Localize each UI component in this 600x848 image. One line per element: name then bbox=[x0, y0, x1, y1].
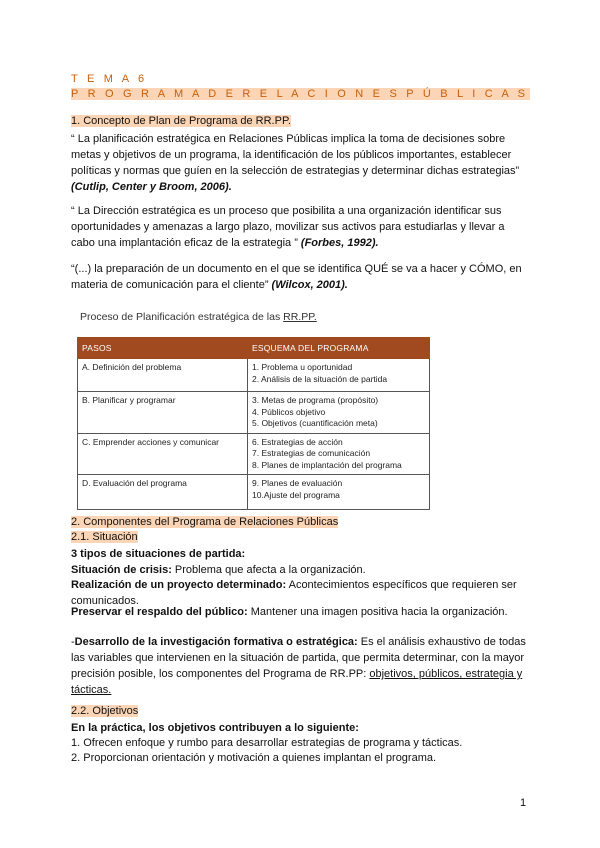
paso-cell: D. Evaluación del programa bbox=[78, 475, 248, 510]
esquema-item: 10.Ajuste del programa bbox=[252, 489, 340, 500]
esquema-cell bbox=[248, 433, 430, 475]
esquema-cell bbox=[248, 359, 430, 392]
column-header-esquema: ESQUEMA DEL PROGRAMA bbox=[248, 338, 430, 359]
esquema-cell bbox=[248, 392, 430, 434]
esquema-item: 3. Metas de programa (propósito) bbox=[252, 395, 379, 405]
proyecto-text: Acontecimientos específicos que requieren ser comunicados. bbox=[71, 579, 517, 607]
table-header-row bbox=[78, 338, 430, 359]
document-title: P R O G R A M A D E R E L A C I O N E S P Ú B L I C A S bbox=[71, 88, 529, 100]
objetivo-item: 1. Ofrecen enfoque y rumbo para desarrollar estrategias de programa y tácticas. bbox=[71, 737, 463, 749]
objetivo-item: 2. Proporcionan orientación y motivación a quienes implantan el programa. bbox=[71, 752, 437, 764]
esquema-item: 9. Planes de evaluación bbox=[252, 478, 343, 488]
quote-forbes-citation: (Forbes, 1992). bbox=[300, 237, 379, 249]
figure-title-underlined: RR.PP. bbox=[283, 311, 317, 323]
subsection-situacion: 2.1. Situación bbox=[71, 531, 138, 543]
page-number: 1 bbox=[520, 797, 527, 809]
paso-cell: A. Definición del problema bbox=[78, 359, 248, 392]
column-header-pasos: PASOS bbox=[78, 338, 248, 359]
crisis-label: Situación de crisis: bbox=[71, 564, 172, 576]
proyecto-label: Realización de un proyecto determinado: bbox=[71, 579, 287, 591]
esquema-item: 7. Estrategias de comunicación bbox=[252, 448, 371, 458]
quote-wilcox bbox=[71, 261, 529, 293]
quote-cutlip-text: “ La planificación estratégica en Relaciones Públicas implica la toma de decisiones sobre metas y objetivos de un programa, la identificación de los públicos importantes, establecer políticas y normas que guíen en la selección de estrategias y determinar dichas estrategias” bbox=[71, 133, 520, 177]
esquema-item: 5. Objetivos (cuantificación meta) bbox=[252, 418, 378, 428]
quote-forbes-text: “ La Dirección estratégica es un proceso que posibilita a una organización identificar sus oportunidades y amenazas a largo plazo, movilizar sus activos para estudiarlas y llevar a cabo una implantación eficaz de la estrategia ” bbox=[71, 205, 505, 249]
respaldo-text: Mantener una imagen positiva hacia la organización. bbox=[247, 606, 508, 618]
situacion-crisis bbox=[71, 562, 529, 578]
investigacion-paragraph bbox=[71, 634, 529, 698]
investigacion-label: Desarrollo de la investigación formativa o estratégica: bbox=[74, 636, 358, 648]
subsection-objetivos: 2.2. Objetivos bbox=[71, 705, 139, 717]
investigacion-text: Es el análisis exhaustivo de todas las variables que intervienen en la situación de partida, que permita determinar, con la mayor precisión posible, los componentes del Programa de RR.PP: bbox=[71, 636, 526, 680]
table-row bbox=[78, 475, 430, 510]
esquema-item: 6. Estrategias de acción bbox=[252, 436, 343, 447]
paso-cell: C. Emprender acciones y comunicar bbox=[78, 433, 248, 475]
investigacion-dash: - bbox=[71, 636, 75, 648]
table-row bbox=[78, 433, 430, 475]
quote-wilcox-citation: (Wilcox, 2001). bbox=[271, 279, 348, 291]
investigacion-components: objetivos, públicos, estrategia y tácticas. bbox=[71, 668, 523, 696]
section1-heading: 1. Concepto de Plan de Programa de RR.PP. bbox=[71, 115, 291, 127]
esquema-item: 1. Problema u oportunidad bbox=[252, 362, 353, 372]
crisis-text: Problema que afecta a la organización. bbox=[171, 564, 366, 576]
quote-cutlip-citation: (Cutlip, Center y Broom, 2006). bbox=[71, 181, 232, 193]
paso-cell: B. Planificar y programar bbox=[78, 392, 248, 434]
objetivos-lead: En la práctica, los objetivos contribuyen a lo siguiente: bbox=[71, 722, 359, 734]
figure-title-prefix: Proceso de Planificación estratégica de las bbox=[80, 311, 284, 323]
tema-label: T E M A 6 bbox=[71, 73, 148, 85]
figure-title bbox=[80, 311, 317, 323]
respaldo-label: Preservar el respaldo del público: bbox=[71, 606, 248, 618]
esquema-cell bbox=[248, 475, 430, 510]
quote-wilcox-text: “(...) la preparación de un documento en el que se identifica QUÉ se va a hacer y CÓMO, en materia de comunicación para el cliente” bbox=[71, 263, 522, 291]
quote-cutlip bbox=[71, 131, 529, 195]
quote-forbes bbox=[71, 203, 529, 251]
esquema-item: 4. Públicos objetivo bbox=[252, 406, 326, 417]
situacion-respaldo bbox=[71, 604, 529, 620]
table-row bbox=[78, 392, 430, 434]
esquema-item: 2. Análisis de la situación de partida bbox=[252, 373, 388, 384]
tipos-heading: 3 tipos de situaciones de partida: bbox=[71, 548, 246, 560]
section2-heading: 2. Componentes del Programa de Relaciones Públicas bbox=[71, 516, 339, 528]
esquema-item: 8. Planes de implantación del programa bbox=[252, 459, 402, 470]
table-row bbox=[78, 359, 430, 392]
planning-process-table bbox=[77, 337, 430, 510]
